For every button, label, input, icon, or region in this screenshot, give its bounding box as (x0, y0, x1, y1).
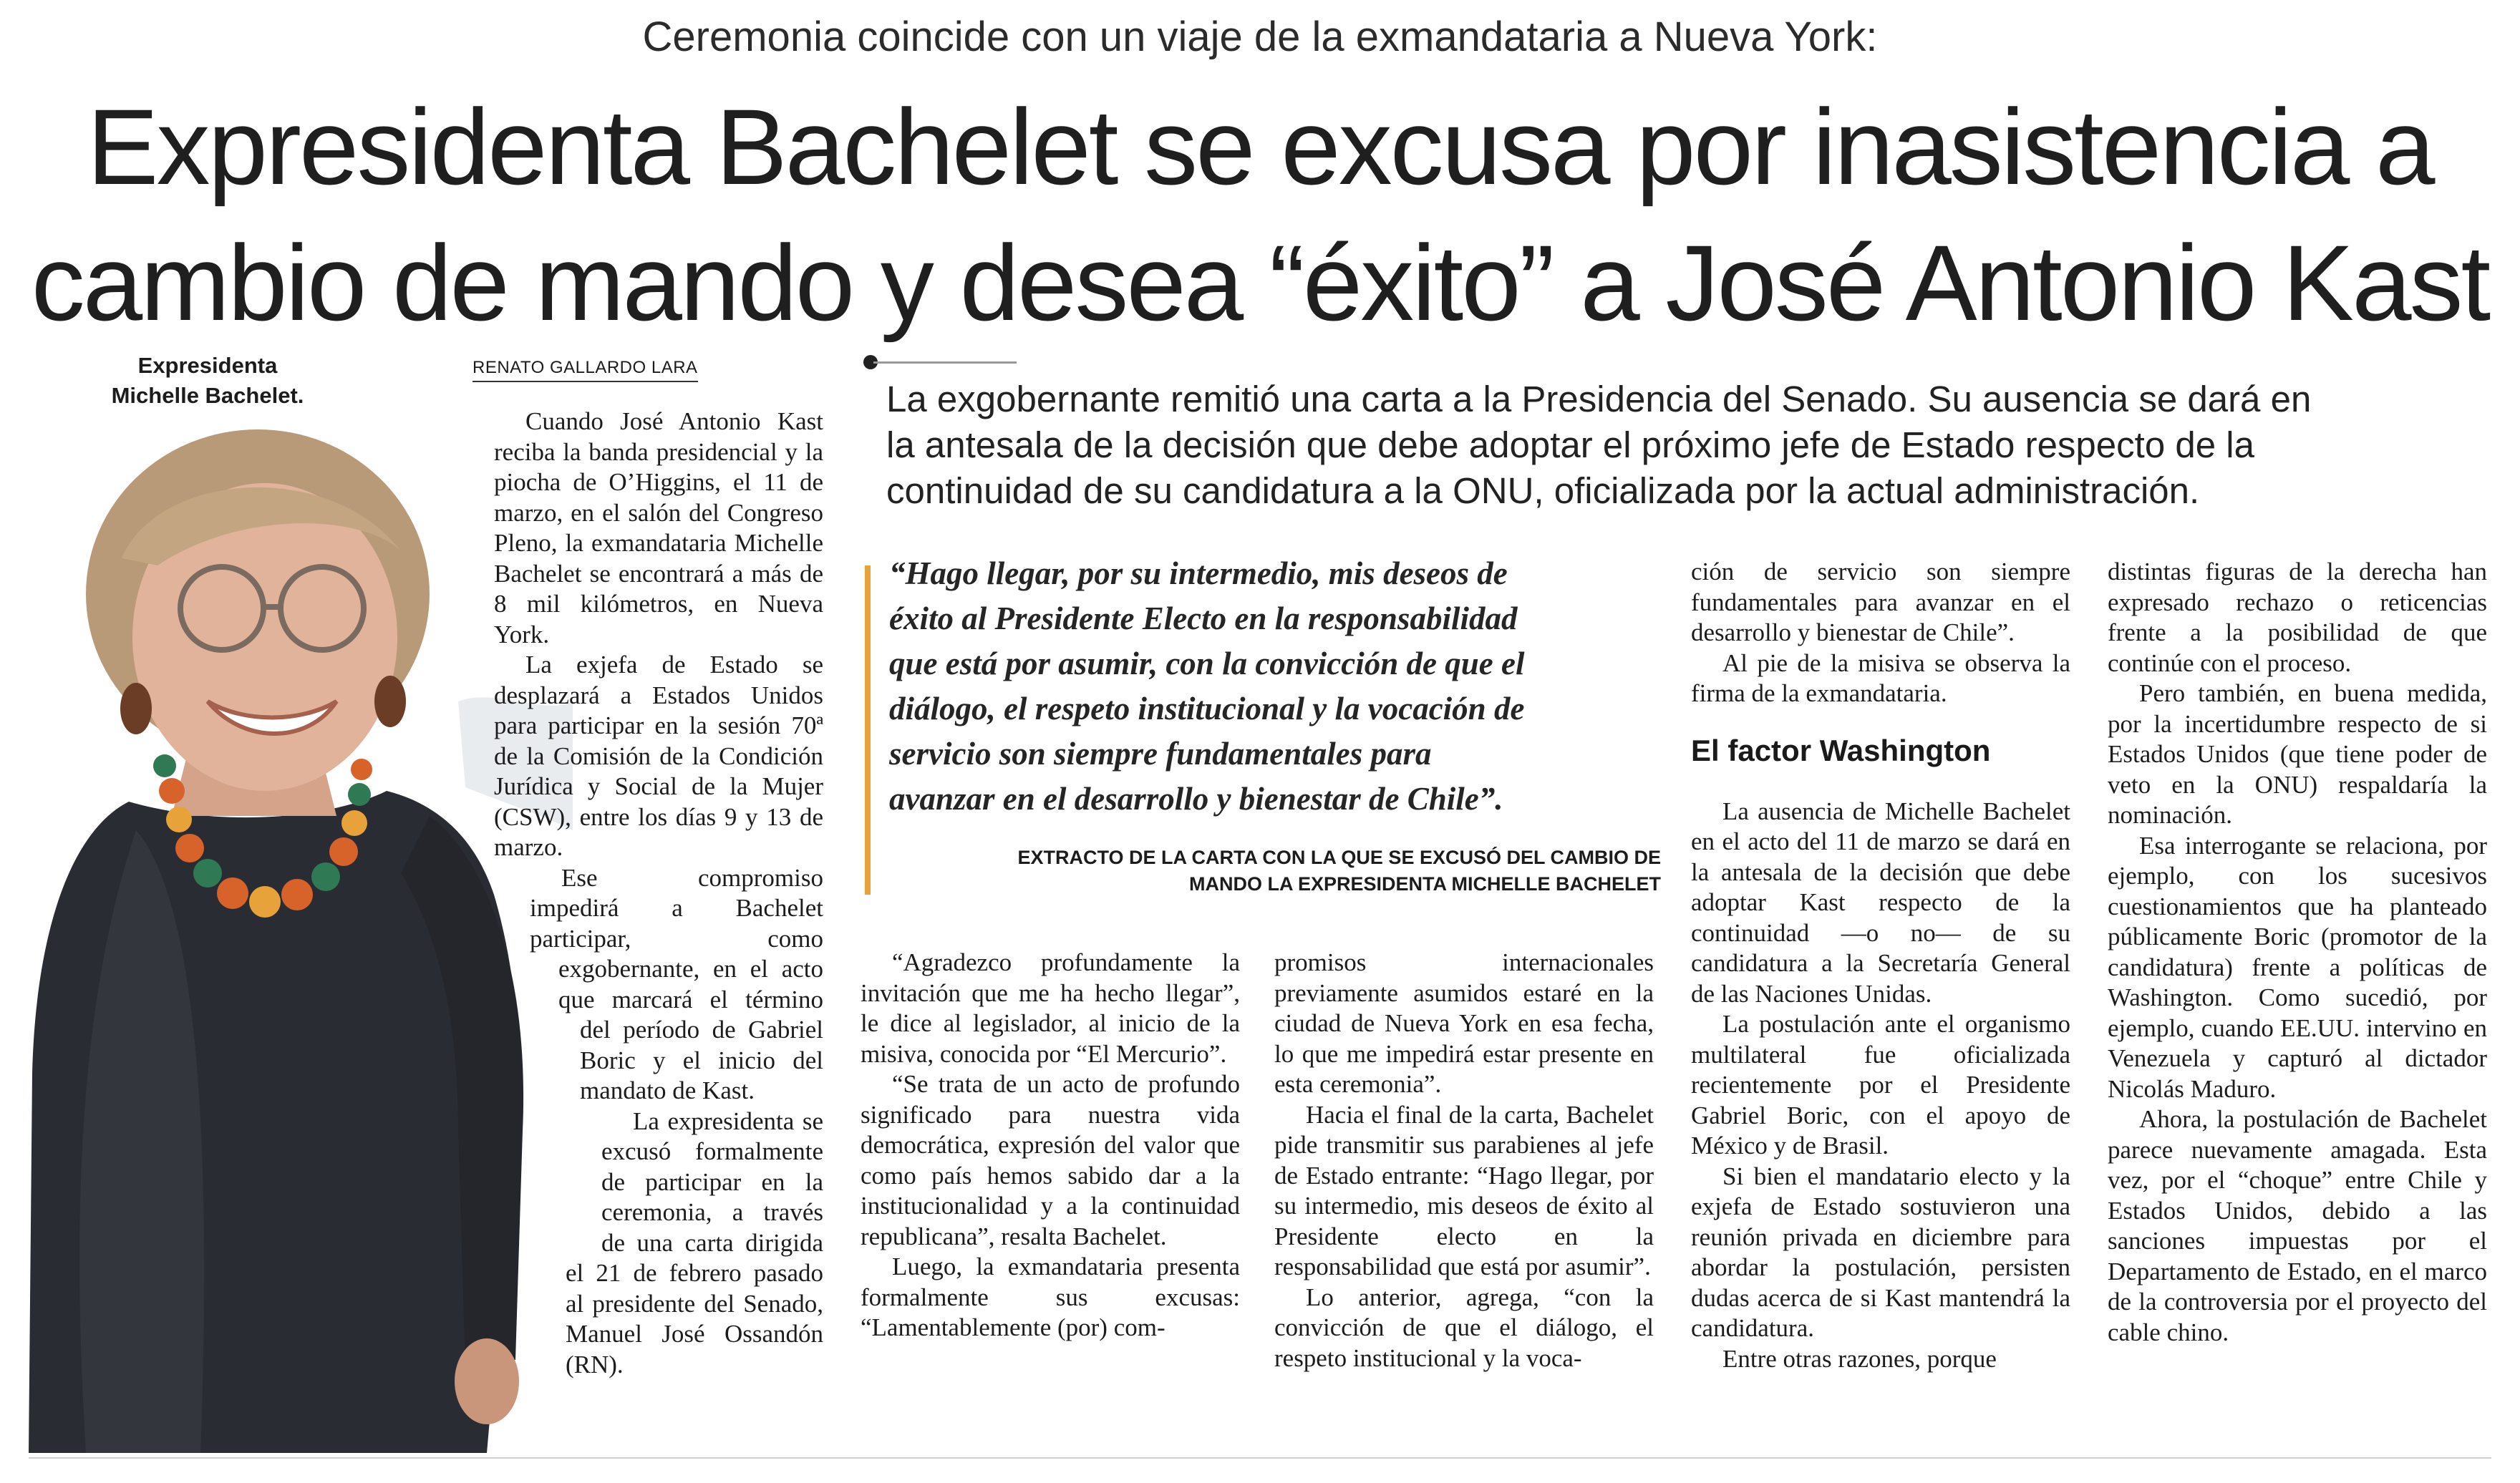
col5-paragraph: Ahora, la postulación de Bachelet parece nuevamente amagada. Esta vez, por el “choque” entre Chile y Estados Unidos, debido a las sanciones impuestas por el Departamento de Estado, en el marco de la controversia por el proyecto del cable chino. (2108, 1105, 2487, 1346)
col3-paragraph: Lo anterior, agrega, “con la convicción de que el diálogo, el respeto institucional y la voca- (1274, 1283, 1654, 1372)
byline: RENATO GALLARDO LARA (472, 358, 698, 382)
col4-paragraph: Si bien el mandatario electo y la exjefa de Estado sostuvieron una reunión privada en diciembre para abordar la postulación, persisten dudas acerca de si Kast mantendrá la candidatura. (1691, 1162, 2070, 1342)
col3-paragraph: promisos internacionales previamente asumidos estaré en la ciudad de Nueva York en esa fecha, lo que me impedirá estar presente en esta ceremonia”. (1274, 948, 1654, 1098)
headline-line-1: Expresidenta Bachelet se excusa por inasistencia a (87, 87, 2433, 207)
quote-source-line: MANDO LA EXPRESIDENTA MICHELLE BACHELET (1188, 873, 1661, 895)
col4-paragraph: Entre otras razones, porque (1722, 1344, 1997, 1373)
column-2 (861, 948, 1240, 1343)
col1-paragraph: Ese compromiso impedirá a Bachelet participar, como exgobernante, en el acto que marcará el término del período de Gabriel Boric y el inicio del mandato de Kast. (530, 863, 823, 1104)
col1-paragraph: Cuando José Antonio Kast reciba la banda presidencial y la piocha de O’Higgins, el 11 de marzo, en el salón del Congreso Pleno, la exmandataria Michelle Bachelet se encontrará a más de 8 mil kilómetros, en Nueva York. (494, 407, 823, 648)
col5-paragraph: Esa interrogante se relaciona, por ejemplo, con los sucesivos cuestionamientos que ha planteado públicamente Boric (promotor de la candidatura) frente a políticas de Washington. Como sucedió, por ejemplo, cuando EE.UU. intervino en Venezuela y capturó al dictador Nicolás Maduro. (2108, 831, 2487, 1103)
quote-accent-bar (865, 565, 871, 895)
quote-line: diálogo, el respeto institucional y la vocación de (889, 691, 1525, 726)
col2-paragraph: Luego, la exmandataria presenta formalmente sus excusas: “Lamentablemente (por) com- (861, 1253, 1240, 1341)
lead-line: la antesala de la decisión que debe adoptar el próximo jefe de Estado respecto de la (886, 424, 2254, 465)
col5-paragraph: distintas figuras de la derecha han expresado rechazo o reticencias frente a la posibilidad de que continúe con el proceso. (2108, 558, 2487, 677)
quote-line: “Hago llegar, por su intermedio, mis deseos de (889, 555, 1508, 591)
col2-paragraph: “Agradezco profundamente la invitación que me ha hecho llegar”, le dice al legislador, al inicio de la misiva, conocida por “El Mercurio”. (861, 948, 1240, 1068)
col5-paragraph: Pero también, en buena medida, por la incertidumbre respecto de si Estados Unidos (que tiene poder de veto en la ONU) respaldaría la nominación. (2108, 679, 2487, 829)
quote-source (931, 845, 1661, 898)
column-5 (2108, 557, 2487, 1348)
headline (29, 79, 2491, 351)
lead-paragraph (886, 376, 2311, 514)
section-subhead: El factor Washington (1691, 733, 1991, 767)
col4-paragraph: La ausencia de Michelle Bachelet en el acto del 11 de marzo se dará en la antesala de la decisión que debe adoptar Kast respecto de la continuidad —o no— de su candidatura a la Secretaría General de las Naciones Unidas. (1691, 797, 2070, 1008)
col3-paragraph: Hacia el final de la carta, Bachelet pide transmitir sus parabienes al jefe de Estado entrante: “Hago llegar, por su intermedio, mis deseos de éxito al Presidente electo en la responsabilidad que está por asumir”. (1274, 1100, 1654, 1280)
bottom-rule (29, 1457, 2491, 1459)
col4-paragraph: ción de servicio son siempre fundamentales para avanzar en el desarrollo y bienestar de Chile”. (1691, 558, 2070, 646)
quote-line: éxito al Presidente Electo en la responsabilidad (889, 601, 1518, 636)
column-1 (458, 407, 823, 1380)
quote-line: que está por asumir, con la convicción de que el (889, 646, 1525, 681)
kicker: Ceremonia coincide con un viaje de la exmandataria a Nueva York: (642, 14, 1878, 60)
photo-caption (86, 351, 329, 411)
lead-rule (873, 361, 1017, 364)
col2-paragraph: “Se trata de un acto de profundo significado para nuestra vida democrática, expresión del valor que como país hemos sabido dar a la institucionalidad y a la continuidad republicana”, resalta Bachelet. (861, 1070, 1240, 1250)
col1-paragraph: La expresidenta se excusó formalmente de participar en la ceremonia, a través de una carta dirigida el 21 de febrero pasado al presidente del Senado, Manuel José Ossandón (RN). (566, 1107, 823, 1379)
pull-quote (889, 551, 1524, 822)
col1-paragraph: La exjefa de Estado se desplazará a Estados Unidos para participar en la sesión 70ª de la Comisión de la Condición Jurídica y Social de la Mujer (CSW), entre los días 9 y 13 de marzo. (494, 651, 823, 861)
col4-paragraph: La postulación ante el organismo multilateral fue oficializada recientemente por el Presidente Gabriel Boric, con el apoyo de México y de Brasil. (1691, 1010, 2070, 1159)
lead-line: continuidad de su candidatura a la ONU, oficializada por la actual administración. (886, 470, 2200, 511)
caption-line-1: Expresidenta (137, 353, 278, 378)
caption-line-2: Michelle Bachelet. (111, 383, 304, 408)
headline-line-2: cambio de mando y desea “éxito” a José Antonio Kast (31, 223, 2489, 343)
quote-line: avanzar en el desarrollo y bienestar de Chile”. (889, 781, 1503, 817)
column-3 (1274, 948, 1654, 1373)
col4-paragraph: Al pie de la misiva se observa la firma de la exmandataria. (1691, 648, 2070, 707)
lead-line: La exgobernante remitió una carta a la Presidencia del Senado. Su ausencia se dará en (886, 379, 2312, 419)
column-4 (1691, 557, 2070, 1374)
quote-line: servicio son siempre fundamentales para (889, 736, 1432, 772)
quote-source-line: EXTRACTO DE LA CARTA CON LA QUE SE EXCUSÓ DEL CAMBIO DE (1017, 847, 1661, 868)
